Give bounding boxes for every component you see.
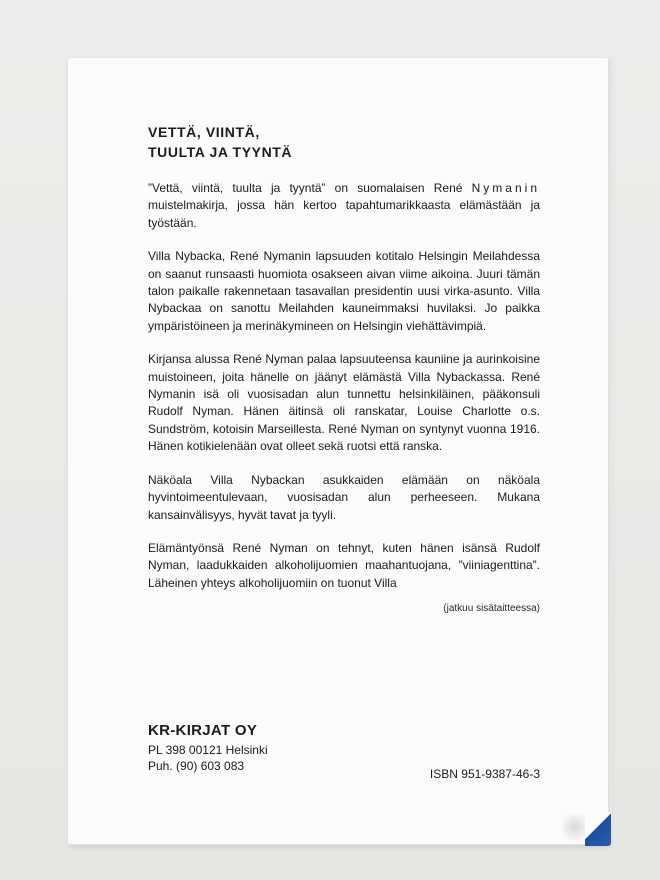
author-name-emphasis: Nymanin (471, 181, 540, 195)
blurb-body (148, 180, 540, 616)
publisher-address: PL 398 00121 Helsinki (148, 743, 268, 757)
paragraph-2: Villa Nybacka, René Nymanin lapsuuden kotitalo Helsingin Meilahdessa on saanut runsaasti huomiota osakseen aivan viime aikoina. Juuri tämän talon paikalle rakennetaan tasavallan presidentin uusi virka-asunto. Villa Nybackaa on sanottu Meilahden kauneimmaksi huvilaksi. Jo paikka ympäristöineen ja merinäkymineen on Helsingin viehättävimpiä. (148, 249, 540, 333)
continued-note: (jatkuu sisätaitteessa) (443, 603, 540, 615)
worn-corner (585, 812, 611, 846)
paragraph-1 (148, 180, 540, 232)
paragraph-5: Elämäntyönsä René Nyman on tehnyt, kuten hänen isänsä Rudolf Nyman, laadukkaiden alkoholijuomien maahantuojana, ”viiniagenttina”. Läheinen yhteys alkoholijuomiin on tuonut Villa (148, 540, 540, 590)
title-line-2: TUULTA JA TYYNTÄ (148, 144, 293, 160)
paragraph-1-start: ”Vettä, viintä, tuulta ja tyyntä” on suomalaisen René (148, 181, 472, 195)
paragraph-3: Kirjansa alussa René Nyman palaa lapsuuteensa kauniine ja aurinkoisine muistoineen, joita hänelle on jäänyt elämästä Villa Nybackassa. René Nymanin isä oli vuosisadan alun tunnettu helsinkiläinen, pääkonsuli Rudolf Nyman. Hänen äitinsä oli ranskatar, Louise Charlotte o.s. Sundström, kotoisin Marseillesta. René Nyman on syntynyt vuonna 1916. Hänen kotikielenään ovat olleet sekä ruotsi että ranska. (148, 352, 540, 454)
publisher-name: KR-KIRJAT OY (148, 722, 258, 739)
isbn: ISBN 951-9387-46-3 (429, 767, 540, 781)
book-title (148, 122, 540, 162)
title-line-1: VETTÄ, VIINTÄ, (148, 124, 260, 140)
publisher-phone: Puh. (90) 603 083 (148, 759, 245, 773)
blurb (148, 122, 540, 616)
paragraph-1-end: muistelmakirja, jossa hän kertoo tapahtumarikkaasta elämästään ja työstään. (148, 198, 540, 230)
paragraph-4: Näköala Villa Nybackan asukkaiden elämään on näköala hyvintoimeentulevaan, vuosisadan alun perheeseen. Mukana kansainvälisyys, hyvät tavat ja tyyli. (148, 472, 540, 522)
publisher-block (148, 720, 540, 781)
